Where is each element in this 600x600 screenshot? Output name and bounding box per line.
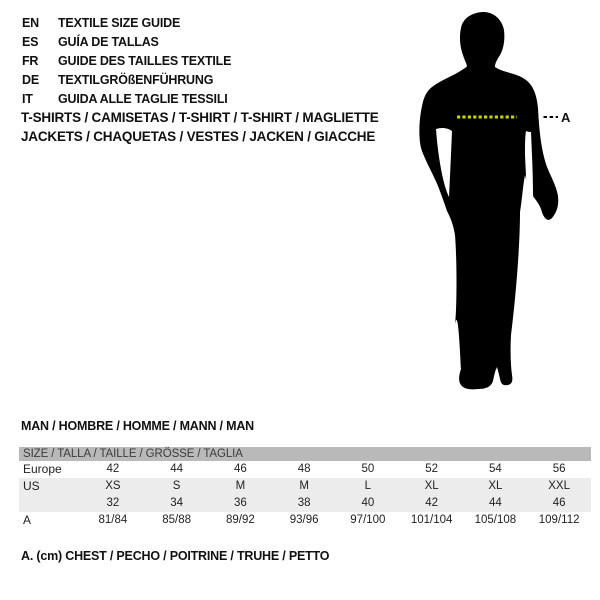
- language-code: EN: [22, 15, 39, 30]
- table-cell: 46: [552, 497, 566, 509]
- table-cell: M: [299, 480, 309, 492]
- table-row-chest-cm: [19, 512, 591, 529]
- language-title: GUIDE DES TAILLES TEXTILE: [58, 53, 232, 68]
- table-cell: 44: [488, 497, 502, 509]
- table-cell: 34: [170, 497, 184, 509]
- language-code: ES: [22, 34, 39, 49]
- language-code: IT: [22, 91, 33, 106]
- table-cell: 56: [552, 463, 566, 475]
- table-cell: 40: [361, 497, 375, 509]
- man-silhouette-figure: [400, 5, 590, 405]
- table-cell: 42: [106, 463, 120, 475]
- table-row-europe: [19, 461, 591, 478]
- table-cell: XS: [105, 480, 121, 492]
- table-cell: 105/108: [474, 514, 517, 526]
- table-cell: 89/92: [225, 514, 255, 526]
- size-table: [19, 447, 591, 529]
- row-label: A: [23, 513, 32, 527]
- table-cell: 93/96: [289, 514, 319, 526]
- table-cell: XXL: [548, 480, 570, 492]
- table-cell: 109/112: [538, 514, 580, 526]
- table-row-us: [19, 478, 591, 495]
- garment-types: [21, 108, 379, 146]
- language-row: [22, 13, 231, 32]
- table-cell: 81/84: [98, 514, 128, 526]
- table-cell: 50: [361, 463, 375, 475]
- table-cell: 97/100: [350, 514, 386, 526]
- language-code: DE: [22, 72, 39, 87]
- section-title-man: MAN / HOMBRE / HOMME / MANN / MAN: [21, 419, 254, 433]
- table-cell: 46: [233, 463, 247, 475]
- table-cell: L: [364, 480, 372, 492]
- table-cell: M: [235, 480, 246, 492]
- row-label: Europe: [23, 462, 62, 476]
- measurement-label-a: A: [561, 110, 571, 125]
- language-row: [22, 51, 231, 70]
- table-cell: 36: [233, 497, 247, 509]
- garment-types-line1: T-SHIRTS / CAMISETAS / T-SHIRT / T-SHIRT / MAGLIETTE: [21, 110, 379, 125]
- language-title: GUÍA DE TALLAS: [58, 34, 159, 49]
- language-code: FR: [22, 53, 39, 68]
- table-row-us-numeric: [19, 495, 591, 512]
- table-cell: 52: [425, 463, 439, 475]
- language-row: [22, 70, 231, 89]
- table-cell: 44: [170, 463, 184, 475]
- table-cell: 38: [297, 497, 311, 509]
- language-title: TEXTILE SIZE GUIDE: [58, 15, 181, 30]
- row-label: US: [23, 479, 40, 493]
- table-cell: 101/104: [410, 514, 453, 526]
- size-table-header: SIZE / TALLA / TAILLE / GRÖSSE / TAGLIA: [19, 447, 591, 461]
- table-cell: 54: [488, 463, 502, 475]
- garment-types-line2: JACKETS / CHAQUETAS / VESTES / JACKEN / GIACCHE: [21, 129, 376, 144]
- table-cell: XL: [488, 480, 503, 492]
- table-cell: 42: [425, 497, 439, 509]
- language-row: [22, 32, 231, 51]
- language-title: GUIDA ALLE TAGLIE TESSILI: [58, 91, 228, 106]
- table-cell: XL: [424, 480, 439, 492]
- man-silhouette: [419, 12, 558, 389]
- table-cell: 85/88: [162, 514, 192, 526]
- language-row: [22, 89, 231, 108]
- table-cell: 32: [106, 497, 120, 509]
- row-label: [19, 495, 81, 512]
- language-title: TEXTILGRÖßENFÜHRUNG: [58, 72, 214, 87]
- table-cell: 48: [297, 463, 311, 475]
- table-cell: S: [172, 480, 181, 492]
- measurement-footnote: A. (cm) CHEST / PECHO / POITRINE / TRUHE / PETTO: [21, 549, 330, 563]
- language-list: [22, 13, 231, 108]
